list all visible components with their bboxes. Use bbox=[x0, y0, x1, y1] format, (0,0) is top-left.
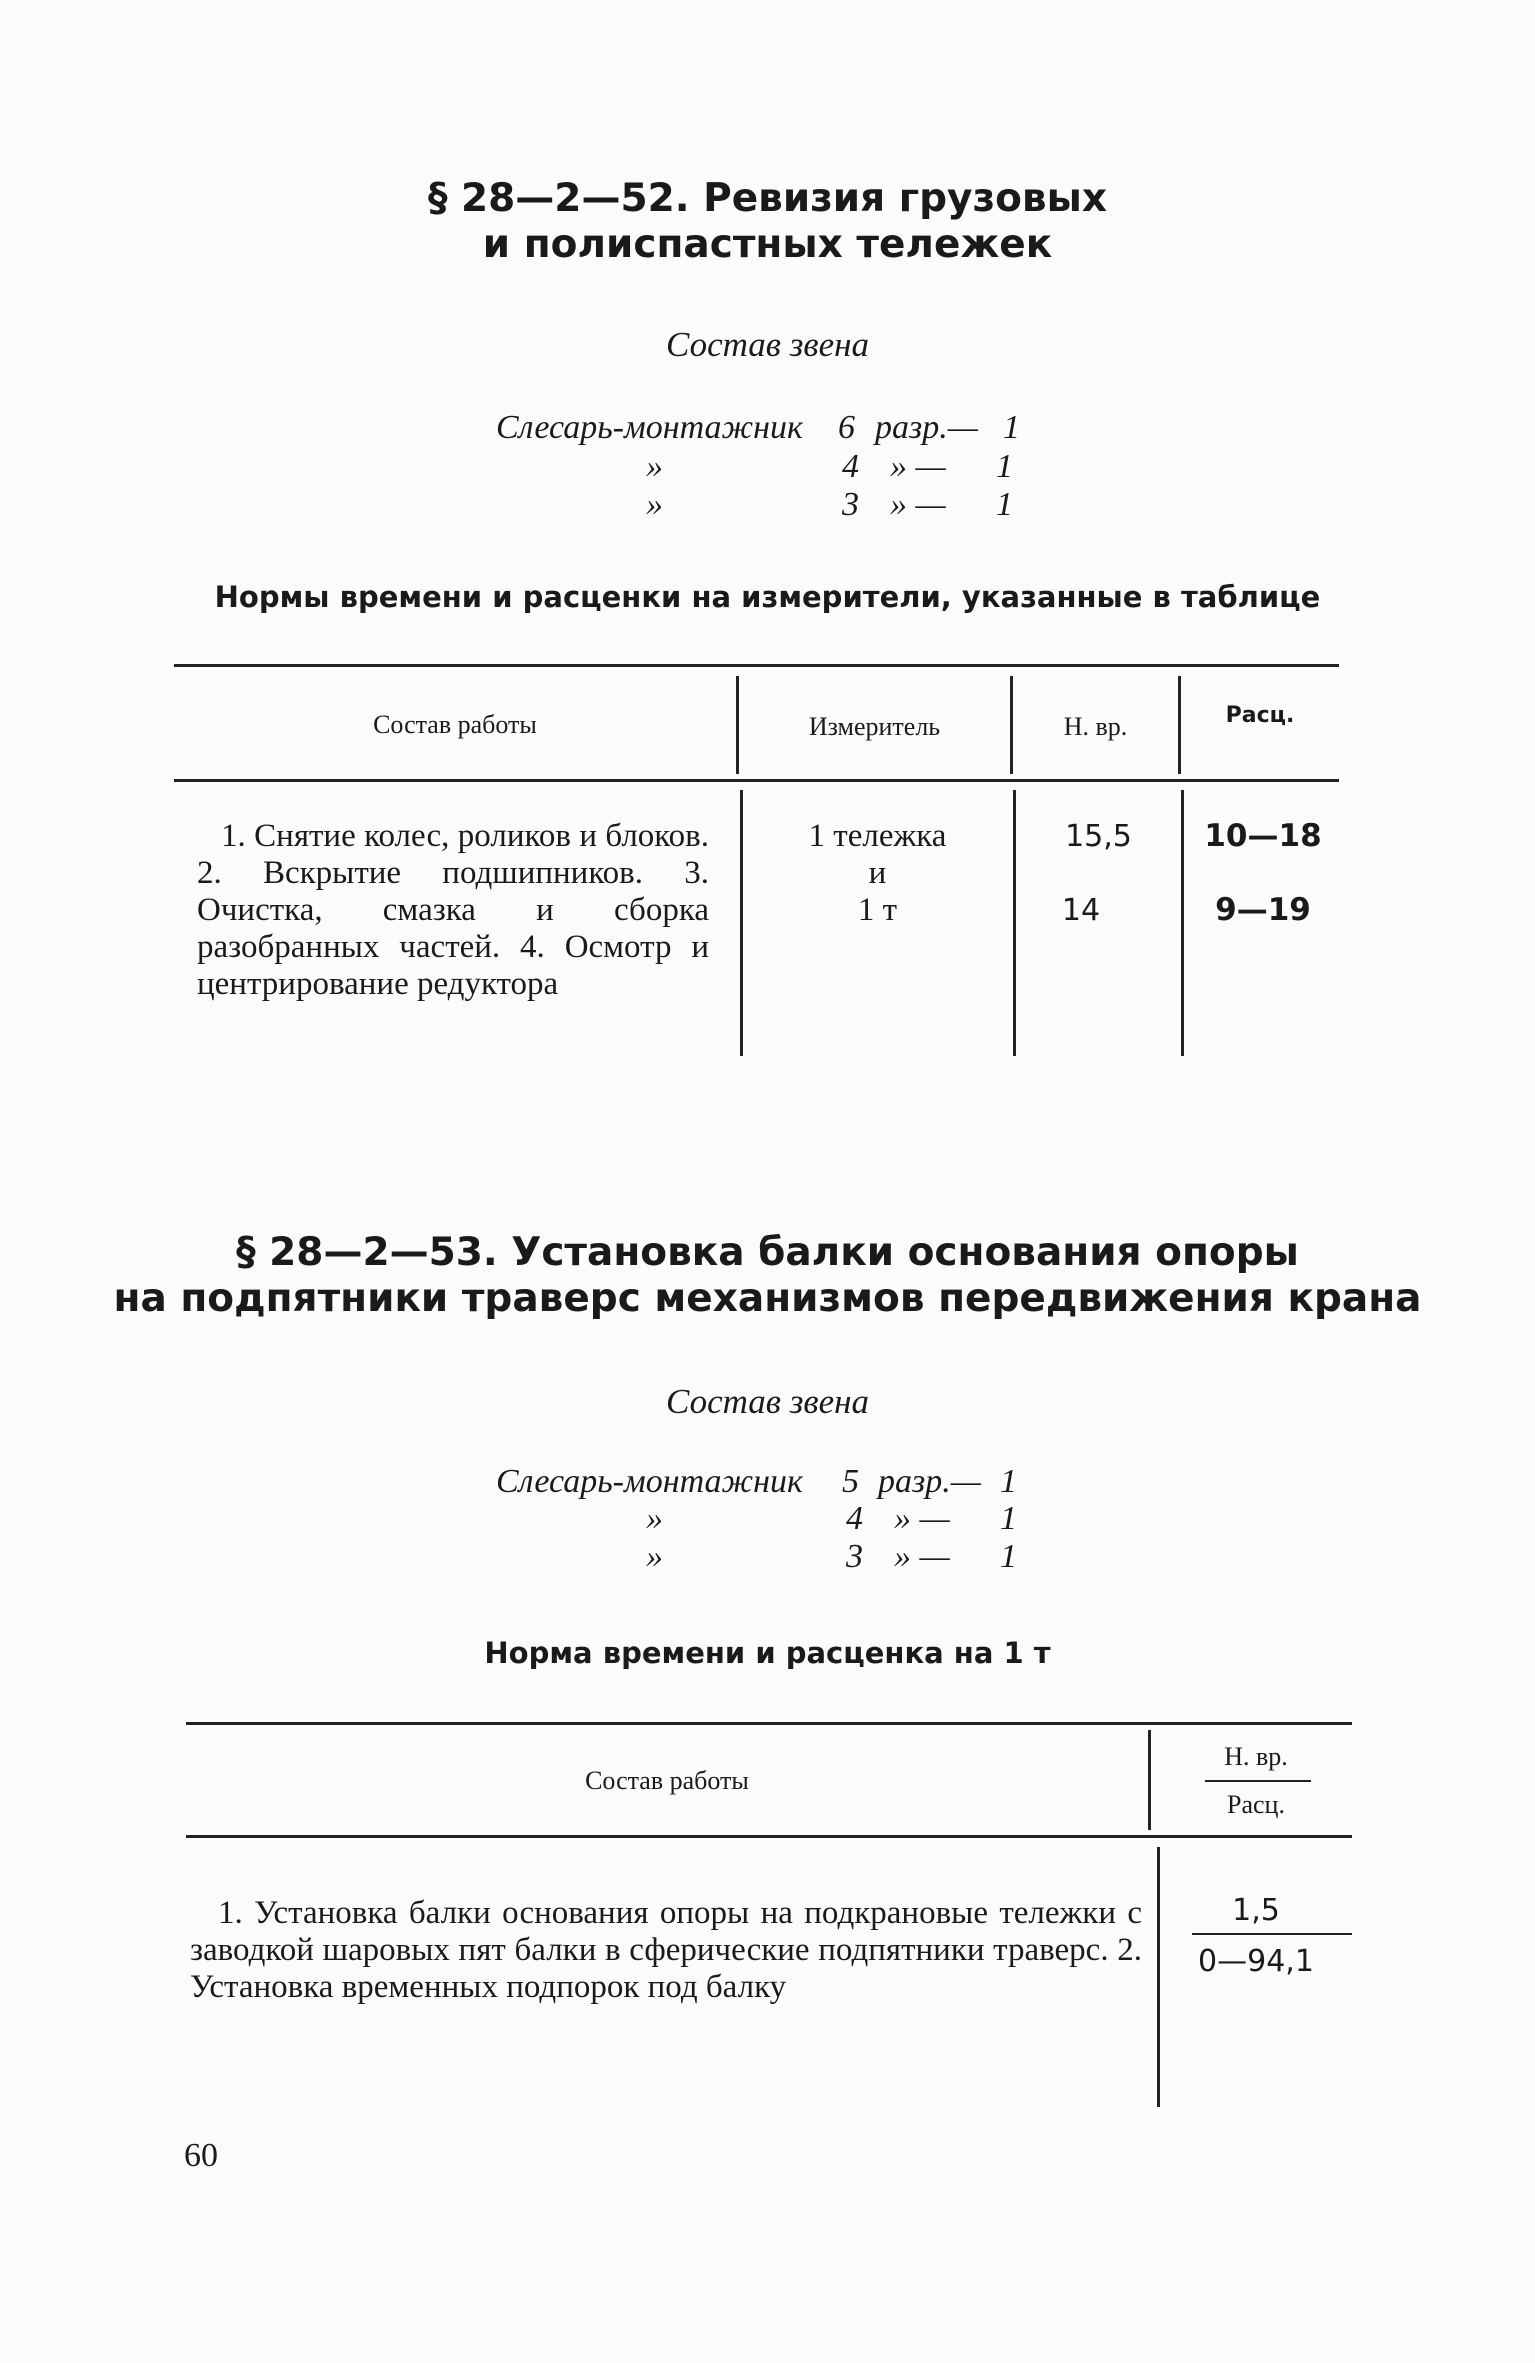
time-value-1: 15,5 bbox=[1065, 819, 1132, 854]
crew-count: 1 bbox=[1003, 409, 1020, 446]
rate-value-2: 9—19 bbox=[1215, 892, 1311, 928]
table-col-divider bbox=[1148, 1730, 1151, 1830]
header-rate: Расц. bbox=[1225, 703, 1295, 728]
crew-role: » bbox=[646, 1538, 663, 1575]
section1-norms-heading: Нормы времени и расценки на измерители, указанные в таблице bbox=[214, 580, 1321, 614]
section2-norms-heading: Норма времени и расценка на 1 т bbox=[484, 1636, 1051, 1670]
crew-role: » bbox=[646, 486, 663, 523]
header-rate: Расц. bbox=[1227, 1790, 1285, 1819]
crew-role: Слесарь-монтажник bbox=[496, 1463, 803, 1500]
section2-title-line1: § 28—2—53. Установка балки основания опоры bbox=[236, 1230, 1299, 1275]
section1-title-line1: § 28—2—52. Ревизия грузовых bbox=[427, 176, 1108, 221]
header-time: Н. вр. bbox=[1063, 712, 1128, 741]
header-measure: Измеритель bbox=[808, 712, 941, 741]
rate-value: 0—94,1 bbox=[1198, 1944, 1314, 1979]
measure-line1: 1 тележка bbox=[808, 818, 947, 854]
header-time: Н. вр. bbox=[1224, 1742, 1288, 1771]
measure-line2: и bbox=[868, 855, 887, 891]
table-header-rule bbox=[186, 1835, 1352, 1838]
section2-title bbox=[0, 1230, 1535, 1322]
work-description: 1. Снятие колес, роликов и блоков. 2. Вскрытие подшипников. 3. Очистка, смазка и сборка разобранных частей. 4. Осмотр и центрирование редуктора bbox=[197, 818, 709, 1002]
crew-count: 1 bbox=[996, 448, 1013, 485]
crew-unit: » — bbox=[894, 1538, 950, 1575]
time-value: 1,5 bbox=[1232, 1893, 1280, 1928]
rate-value-1: 10—18 bbox=[1204, 818, 1322, 854]
crew-grade: 3 bbox=[846, 1538, 863, 1575]
crew-grade: 4 bbox=[846, 1500, 863, 1537]
crew-grade: 3 bbox=[842, 486, 859, 523]
table-top-rule bbox=[186, 1722, 1352, 1725]
section1-title bbox=[0, 176, 1535, 268]
header-fraction-bar bbox=[1205, 1780, 1311, 1782]
section2-crew-heading: Состав звена bbox=[665, 1382, 869, 1421]
crew-unit: » — bbox=[890, 448, 946, 485]
value-fraction-bar bbox=[1192, 1933, 1352, 1935]
crew-count: 1 bbox=[1000, 1463, 1017, 1500]
crew-grade: 4 bbox=[842, 448, 859, 485]
crew-unit: » — bbox=[890, 486, 946, 523]
header-work: Состав работы bbox=[585, 1766, 749, 1795]
crew-count: 1 bbox=[996, 486, 1013, 523]
crew-grade: 6 bbox=[838, 409, 855, 446]
work-description: 1. Установка балки основания опоры на подкрановые тележки с заводкой шаровых пят балки в сферические подпятники траверс. 2. Установка временных подпорок под балку bbox=[190, 1895, 1142, 2005]
measure-line3: 1 т bbox=[857, 892, 898, 928]
crew-unit: разр.— bbox=[875, 409, 978, 446]
crew-role: Слесарь-монтажник bbox=[496, 409, 803, 446]
section1-crew-heading: Состав звена bbox=[665, 325, 869, 364]
crew-grade: 5 bbox=[842, 1463, 859, 1500]
crew-count: 1 bbox=[1000, 1538, 1017, 1575]
crew-count: 1 bbox=[1000, 1500, 1017, 1537]
table-header-rule bbox=[174, 779, 1339, 782]
crew-role: » bbox=[646, 1500, 663, 1537]
section1-title-line2: и полиспастных тележек bbox=[482, 222, 1053, 267]
crew-role: » bbox=[646, 448, 663, 485]
crew-unit: » — bbox=[894, 1500, 950, 1537]
header-work: Состав работы bbox=[373, 710, 537, 739]
time-value-2: 14 bbox=[1061, 893, 1101, 928]
crew-unit: разр.— bbox=[878, 1463, 981, 1500]
table-top-rule bbox=[174, 664, 1339, 667]
section2-title-line2: на подпятники траверс механизмов передвижения крана bbox=[113, 1276, 1422, 1321]
page-number: 60 bbox=[184, 2137, 218, 2174]
